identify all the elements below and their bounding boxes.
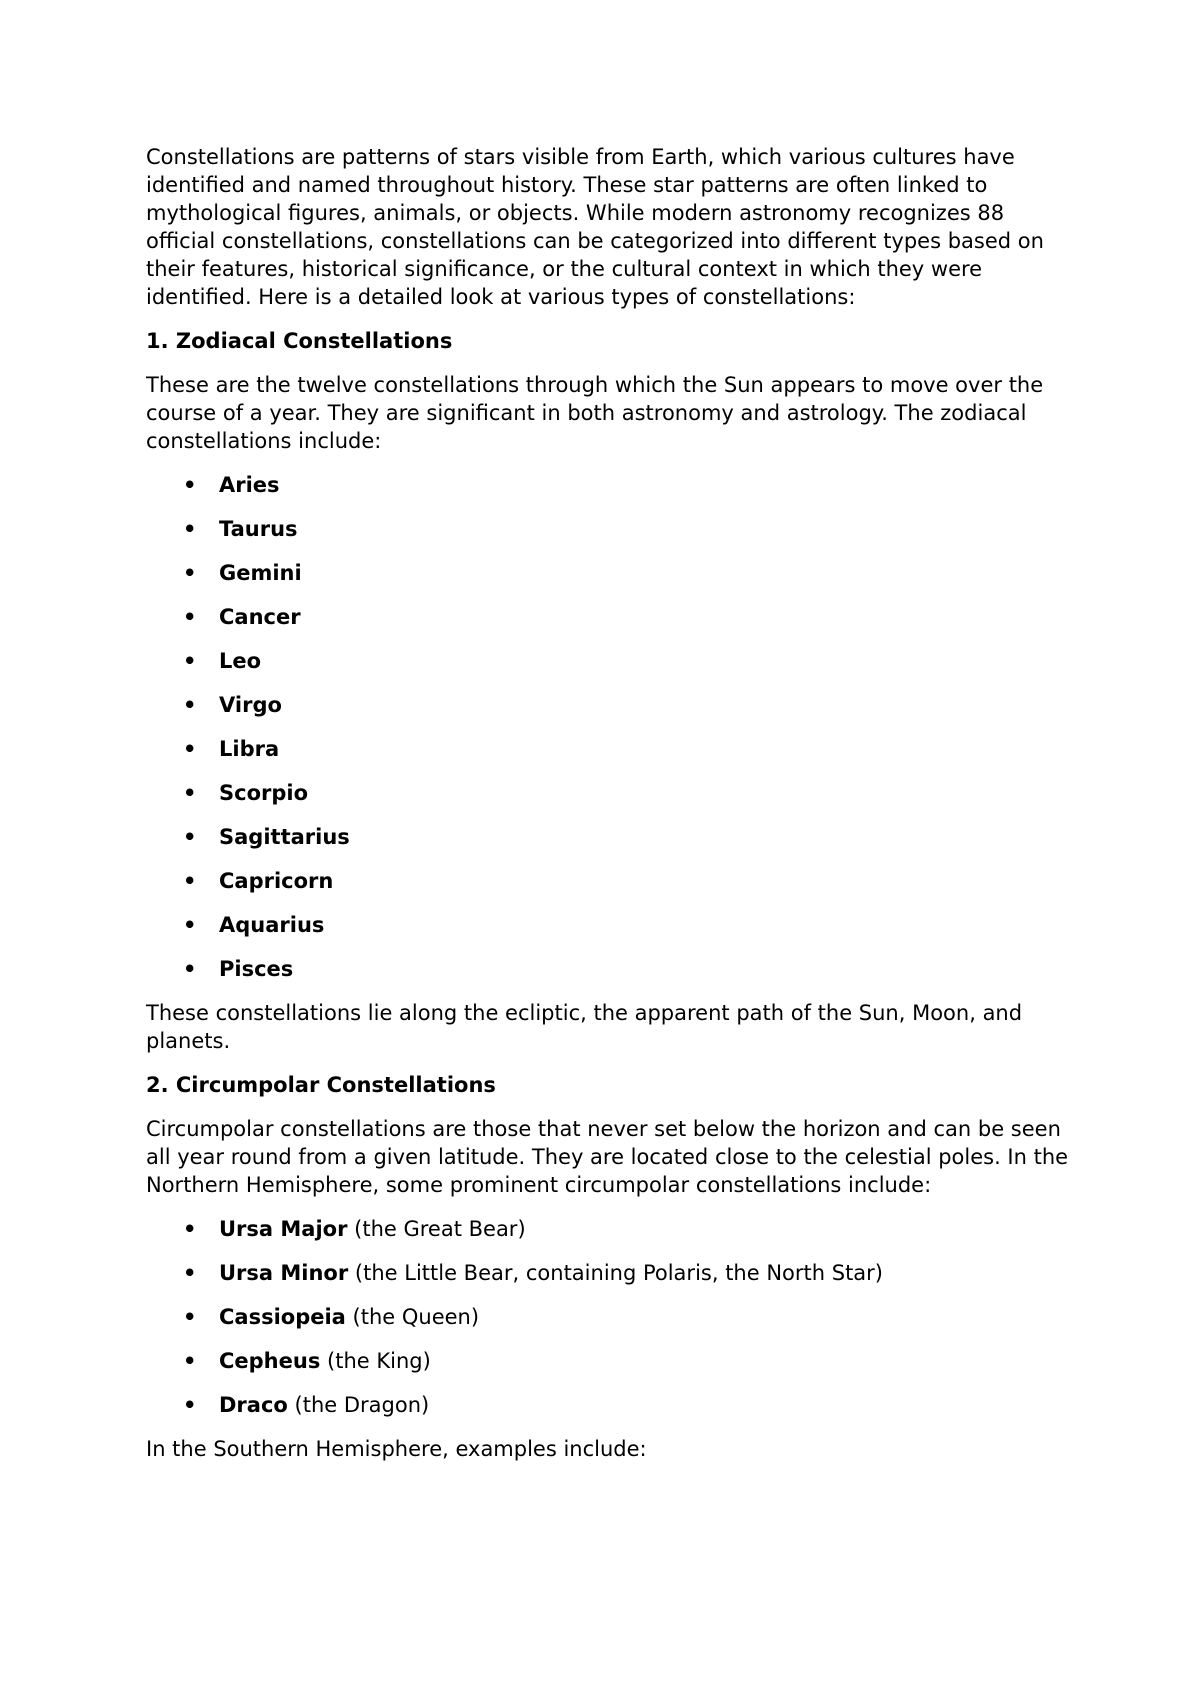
bullet-icon: • [183, 649, 197, 673]
constellation-name: Sagittarius [219, 825, 350, 849]
constellation-name: Scorpio [219, 781, 309, 805]
constellation-note: (the King) [327, 1349, 431, 1373]
constellation-name: Cassiopeia [219, 1305, 346, 1329]
constellation-name: Pisces [219, 957, 294, 981]
bullet-icon: • [183, 1261, 197, 1285]
list-item [146, 647, 1076, 675]
bullet-icon: • [183, 1393, 197, 1417]
list-item [146, 1259, 1076, 1287]
bullet-icon: • [183, 1305, 197, 1329]
zodiacal-closing: These constellations lie along the ecliptic, the apparent path of the Sun, Moon, and planets. [146, 1001, 1023, 1053]
list-item [146, 911, 1076, 939]
list-item [146, 1215, 1076, 1243]
list-item [146, 1391, 1076, 1419]
bullet-icon: • [183, 781, 197, 805]
constellation-name: Capricorn [219, 869, 334, 893]
bullet-icon: • [183, 693, 197, 717]
list-item [146, 515, 1076, 543]
constellation-name: Taurus [219, 517, 298, 541]
constellation-name: Cancer [219, 605, 301, 629]
list-item [146, 603, 1076, 631]
constellation-name: Gemini [219, 561, 302, 585]
list-item [146, 735, 1076, 763]
constellation-note: (the Dragon) [294, 1393, 430, 1417]
document-page [146, 143, 1076, 1479]
constellation-name: Aquarius [219, 913, 325, 937]
bullet-icon: • [183, 737, 197, 761]
constellation-name: Cepheus [219, 1349, 321, 1373]
intro-paragraph: Constellations are patterns of stars visible from Earth, which various cultures have identified and named throughout history. These star patterns are often linked to mythological figures, animals, or objects. While modern astronomy recognizes 88 official constellations, constellations can be categorized into different types based on their features, historical significance, or the cultural context in which they were identified. Here is a detailed look at various types of constellations: [146, 145, 1044, 309]
bullet-icon: • [183, 1349, 197, 1373]
list-item [146, 559, 1076, 587]
bullet-icon: • [183, 869, 197, 893]
zodiacal-list [146, 471, 1076, 983]
constellation-name: Libra [219, 737, 280, 761]
bullet-icon: • [183, 517, 197, 541]
constellation-note: (the Little Bear, containing Polaris, the North Star) [354, 1261, 883, 1285]
list-item [146, 867, 1076, 895]
bullet-icon: • [183, 1217, 197, 1241]
section-heading-zodiacal: 1. Zodiacal Constellations [146, 329, 453, 353]
bullet-icon: • [183, 561, 197, 585]
list-item [146, 955, 1076, 983]
list-item [146, 471, 1076, 499]
list-item [146, 823, 1076, 851]
list-item [146, 691, 1076, 719]
bullet-icon: • [183, 957, 197, 981]
constellation-name: Draco [219, 1393, 288, 1417]
circumpolar-description: Circumpolar constellations are those that never set below the horizon and can be seen all year round from a given latitude. They are located close to the celestial poles. In the Northern Hemisphere, some prominent circumpolar constellations include: [146, 1117, 1069, 1197]
constellation-name: Ursa Minor [219, 1261, 349, 1285]
list-item [146, 779, 1076, 807]
bullet-icon: • [183, 605, 197, 629]
constellation-note: (the Queen) [352, 1305, 480, 1329]
circumpolar-closing: In the Southern Hemisphere, examples include: [146, 1437, 647, 1461]
constellation-name: Virgo [219, 693, 282, 717]
zodiacal-description: These are the twelve constellations through which the Sun appears to move over the course of a year. They are significant in both astronomy and astrology. The zodiacal constellations include: [146, 373, 1044, 453]
bullet-icon: • [183, 473, 197, 497]
section-heading-circumpolar: 2. Circumpolar Constellations [146, 1073, 496, 1097]
constellation-name: Ursa Major [219, 1217, 348, 1241]
constellation-name: Aries [219, 473, 280, 497]
bullet-icon: • [183, 825, 197, 849]
list-item [146, 1347, 1076, 1375]
circumpolar-list [146, 1215, 1076, 1419]
constellation-name: Leo [219, 649, 262, 673]
list-item [146, 1303, 1076, 1331]
bullet-icon: • [183, 913, 197, 937]
constellation-note: (the Great Bear) [354, 1217, 526, 1241]
